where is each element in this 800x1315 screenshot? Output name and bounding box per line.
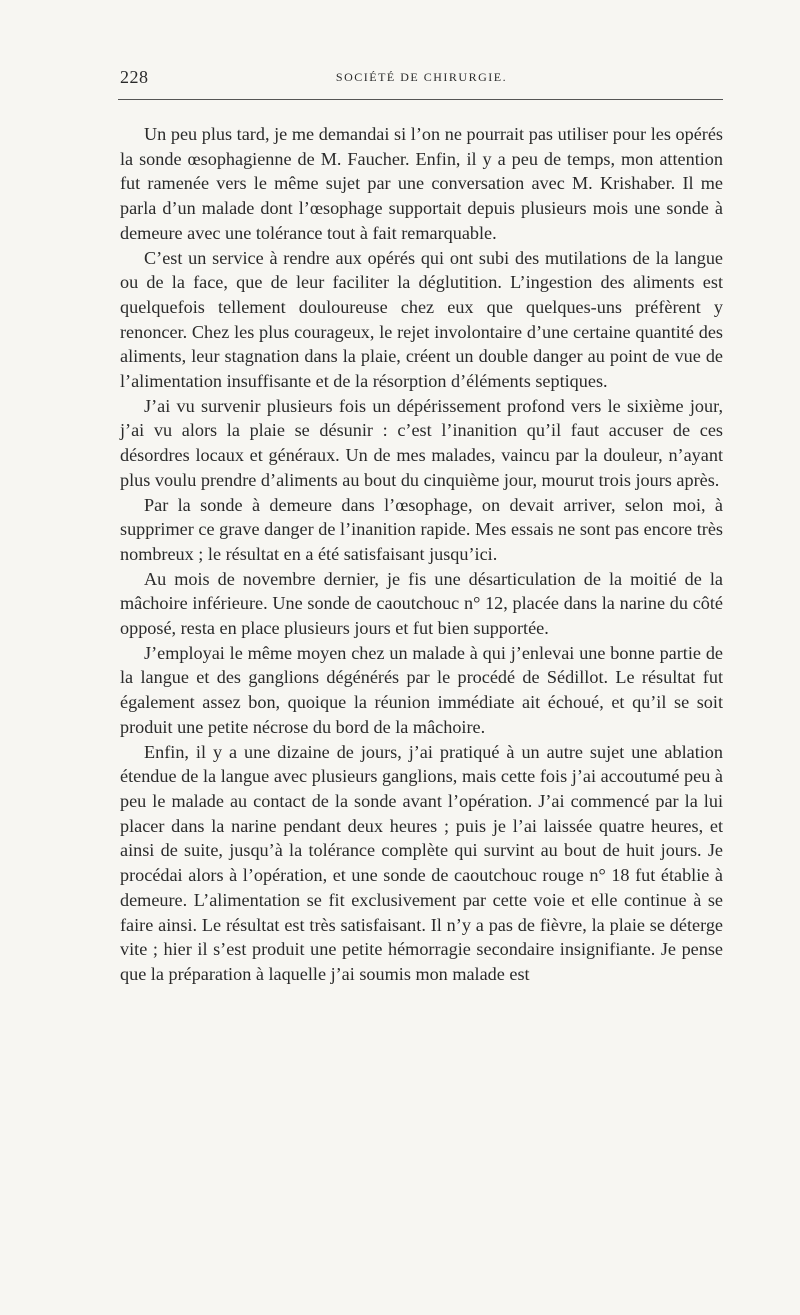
paragraph: C’est un service à rendre aux opérés qui ont subi des mutilations de la langue ou de la face, que de leur faciliter la déglutition. L’ingestion des aliments est quelquefois tellement douloureuse chez eux que quelques-uns préfèrent y renoncer. Chez les plus courageux, le rejet involontaire d’une certaine quantité des aliments, leur stagnation dans la plaie, créent un double danger au point de vue de l’alimentation insuffisante et de la résorption d’éléments septiques. <box>120 247 723 392</box>
paragraph: J’employai le même moyen chez un malade à qui j’enlevai une bonne partie de la langue et des ganglions dégénérés par le procédé de Sédillot. Le résultat fut également assez bon, quoique la réunion immédiate ait échoué, et qu’il se soit produit une petite nécrose du bord de la mâchoire. <box>120 642 723 737</box>
paragraph: J’ai vu survenir plusieurs fois un dépérissement profond vers le sixième jour, j’ai vu alors la plaie se désunir : c’est l’inanition qu’il faut accuser de ces désordres locaux et généraux. Un de mes malades, vaincu par la douleur, n’ayant plus voulu prendre d’aliments au bout du cinquième jour, mourut trois jours après. <box>120 395 723 490</box>
paragraph: Par la sonde à demeure dans l’œsophage, on devait arriver, selon moi, à supprimer ce grave danger de l’inanition rapide. Mes essais ne sont pas encore très nombreux ; le résultat en a été satisfaisant jusqu’ici. <box>120 494 723 564</box>
paragraph: Un peu plus tard, je me demandai si l’on ne pourrait pas utiliser pour les opérés la sonde œsophagienne de M. Faucher. Enfin, il y a peu de temps, mon attention fut ramenée vers le même sujet par une conversation avec M. Krishaber. Il me parla d’un malade dont l’œsophage supportait depuis plusieurs mois une sonde à demeure avec une tolérance tout à fait remarquable. <box>120 124 723 243</box>
page-content <box>120 62 723 987</box>
running-header <box>120 62 723 92</box>
body-text <box>120 122 723 987</box>
running-title: SOCIÉTÉ DE CHIRURGIE. <box>335 70 508 84</box>
paragraph: Enfin, il y a une dizaine de jours, j’ai pratiqué à un autre sujet une ablation étendue de la langue avec plusieurs ganglions, mais cette fois j’ai accoutumé peu à peu le malade au contact de la sonde avant l’opération. J’ai commencé par la lui placer dans la narine pendant deux heures ; puis je l’ai laissée quatre heures, et ainsi de suite, jusqu’à la tolérance complète qui survint au bout de huit jours. Je procédai alors à l’opération, et une sonde de caoutchouc rouge n° 18 fut établie à demeure. L’alimentation se fit exclusivement par cette voie et elle continue à se faire ainsi. Le résultat est très satisfaisant. Il n’y a pas de fièvre, la plaie se déterge vite ; hier il s’est produit une petite hémorragie secondaire insignifiante. Je pense que la préparation à laquelle j’ai soumis mon malade est <box>120 741 723 984</box>
page-number: 228 <box>120 67 149 87</box>
header-rule <box>118 99 723 100</box>
paragraph: Au mois de novembre dernier, je fis une désarticulation de la moitié de la mâchoire inférieure. Une sonde de caoutchouc n° 12, placée dans la narine du côté opposé, resta en place plusieurs jours et fut bien supportée. <box>120 568 723 639</box>
